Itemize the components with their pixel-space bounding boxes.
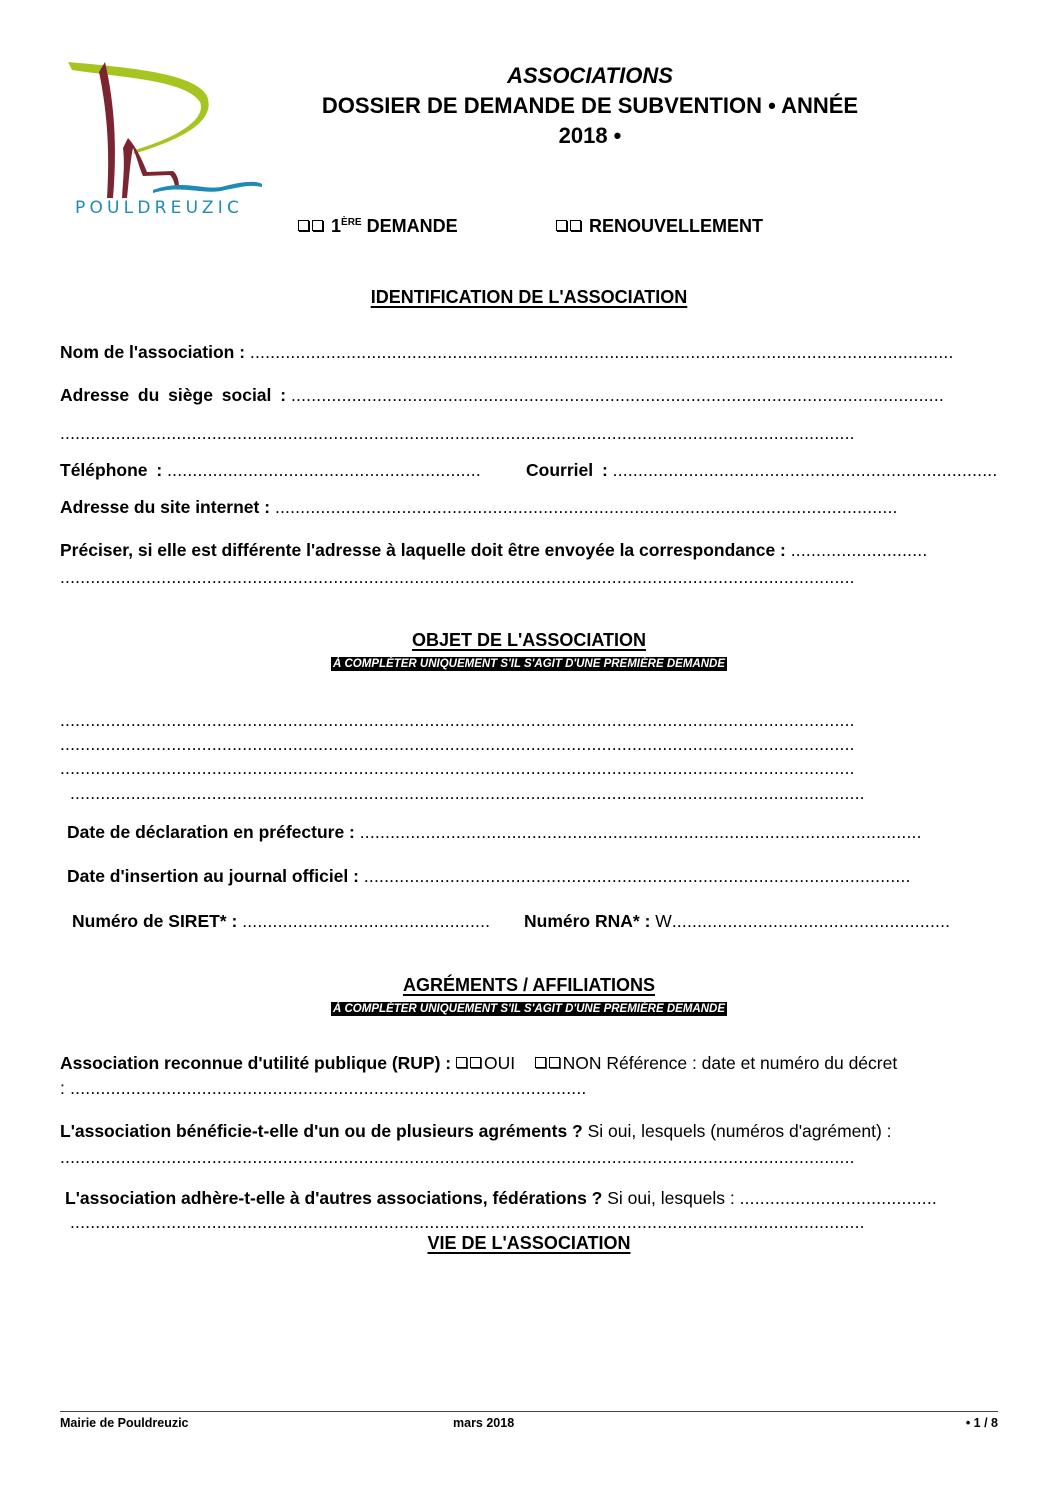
- website-field[interactable]: [60, 497, 988, 518]
- rna-input[interactable]: .......................................................: [671, 911, 951, 931]
- rup-reference-input[interactable]: : ......................................................................................................: [60, 1078, 587, 1098]
- association-name-field[interactable]: [60, 342, 985, 363]
- journal-date-input[interactable]: ............................................................................................................: [363, 866, 911, 886]
- purpose-line-2[interactable]: .............................................................................................................................................................: [60, 734, 855, 754]
- title-associations: ASSOCIATIONS: [507, 63, 673, 88]
- first-request-prefix: 1: [331, 216, 342, 236]
- renewal-option[interactable]: [556, 216, 763, 237]
- footer-divider: [60, 1411, 998, 1412]
- prefecture-date-label: Date de déclaration en préfecture :: [67, 822, 355, 842]
- website-input[interactable]: ...........................................................................................................................: [274, 497, 898, 517]
- first-request-option[interactable]: [298, 216, 458, 237]
- association-name-input[interactable]: ...........................................................................................................................................: [249, 342, 954, 362]
- rup-yes-label: OUI: [484, 1053, 516, 1073]
- rup-label: Association reconnue d'utilité publique (RUP) :: [60, 1053, 452, 1073]
- phone-field[interactable]: [60, 460, 520, 481]
- renewal-label: RENOUVELLEMENT: [589, 216, 764, 236]
- purpose-banner: [0, 654, 1058, 672]
- footer-organization: Mairie de Pouldreuzic: [60, 1416, 189, 1430]
- phone-label: Téléphone :: [60, 460, 163, 480]
- website-label: Adresse du site internet :: [60, 497, 271, 517]
- siret-field[interactable]: [72, 911, 522, 932]
- rup-reference-label: Référence : date et numéro du décret: [606, 1053, 898, 1073]
- pouldreuzic-logo: [55, 50, 280, 230]
- logo-wave: [153, 182, 262, 193]
- correspondence-address-field[interactable]: [60, 540, 995, 561]
- head-office-address-line2[interactable]: .............................................................................................................................................................: [60, 423, 855, 443]
- checkbox-icon[interactable]: [570, 220, 581, 231]
- checkbox-icon[interactable]: [556, 220, 567, 231]
- rup-no-option[interactable]: [535, 1053, 602, 1073]
- approvals-heading-text: AGRÉMENTS / AFFILIATIONS: [403, 975, 655, 995]
- siret-label: Numéro de SIRET* :: [72, 911, 238, 931]
- email-field[interactable]: [526, 460, 998, 481]
- approvals-banner: [0, 999, 1058, 1017]
- rup-no-label: NON: [562, 1053, 602, 1073]
- head-office-address-input[interactable]: .................................................................................................................................: [290, 385, 944, 405]
- checkbox-icon[interactable]: [312, 220, 323, 231]
- logo-text: POULDREUZIC: [75, 198, 244, 218]
- email-input[interactable]: ............................................................................: [612, 460, 998, 480]
- title-dossier: DOSSIER DE DEMANDE DE SUBVENTION • ANNÉE: [321, 93, 859, 118]
- footer-date: mars 2018: [453, 1416, 515, 1430]
- title-year: 2018 •: [558, 123, 622, 148]
- journal-date-label: Date d'insertion au journal officiel :: [67, 866, 359, 886]
- life-heading-text: VIE DE L'ASSOCIATION: [427, 1233, 631, 1253]
- checkbox-icon[interactable]: [298, 220, 309, 231]
- purpose-line-4[interactable]: .............................................................................................................................................................: [70, 783, 865, 803]
- footer-page-number: • 1 / 8: [965, 1416, 998, 1430]
- rna-field[interactable]: [524, 911, 989, 932]
- email-label: Courriel :: [526, 460, 608, 480]
- checkbox-icon[interactable]: [456, 1057, 467, 1068]
- correspondence-address-input[interactable]: ...........................: [790, 540, 928, 560]
- approvals-input[interactable]: .............................................................................................................................................................: [60, 1147, 855, 1167]
- approvals-heading: [0, 975, 1058, 996]
- prefecture-date-field[interactable]: [67, 822, 992, 843]
- phone-input[interactable]: ..............................................................: [167, 460, 481, 480]
- identification-heading-text: IDENTIFICATION DE L'ASSOCIATION: [370, 287, 688, 307]
- affiliations-hint: Si oui, lesquels :: [607, 1188, 735, 1208]
- affiliations-field: [65, 1188, 993, 1209]
- approvals-label: L'association bénéficie-t-elle d'un ou de plusieurs agréments ?: [60, 1121, 583, 1141]
- correspondence-address-line2[interactable]: .............................................................................................................................................................: [60, 567, 855, 587]
- purpose-banner-text: À COMPLÉTER UNIQUEMENT S'IL S'AGIT D'UNE PREMIÈRE DEMANDE: [333, 658, 725, 670]
- checkbox-icon[interactable]: [549, 1057, 560, 1068]
- logo-maroon-stroke: [99, 62, 115, 198]
- first-request-superscript: ÈRE: [341, 217, 362, 228]
- purpose-heading: [0, 630, 1058, 651]
- rna-prefix: W: [655, 911, 672, 931]
- head-office-address-field[interactable]: [60, 385, 1000, 406]
- purpose-line-3[interactable]: .............................................................................................................................................................: [60, 758, 855, 778]
- first-request-label: DEMANDE: [361, 216, 458, 236]
- journal-date-field[interactable]: [67, 866, 992, 887]
- identification-heading: [0, 287, 1058, 308]
- rup-field: [60, 1053, 1005, 1074]
- purpose-heading-text: OBJET DE L'ASSOCIATION: [412, 630, 646, 650]
- prefecture-date-input[interactable]: ...............................................................................................................: [359, 822, 922, 842]
- life-heading: [0, 1233, 1058, 1254]
- affiliations-label: L'association adhère-t-elle à d'autres associations, fédérations ?: [65, 1188, 603, 1208]
- association-name-label: Nom de l'association :: [60, 342, 246, 362]
- rup-yes-option[interactable]: [456, 1053, 515, 1073]
- head-office-address-label: Adresse du siège social :: [60, 385, 287, 405]
- approvals-banner-text: À COMPLÉTER UNIQUEMENT S'IL S'AGIT D'UNE PREMIÈRE DEMANDE: [333, 1003, 725, 1015]
- correspondence-address-label: Préciser, si elle est différente l'adresse à laquelle doit être envoyée la correspondance :: [60, 540, 786, 560]
- approvals-hint: Si oui, lesquels (numéros d'agrément) :: [587, 1121, 892, 1141]
- checkbox-icon[interactable]: [470, 1057, 481, 1068]
- logo-green-swoosh: [68, 62, 209, 154]
- approvals-field: [60, 1121, 1005, 1142]
- checkbox-icon[interactable]: [535, 1057, 546, 1068]
- siret-input[interactable]: .................................................: [242, 911, 491, 931]
- affiliations-input[interactable]: .......................................: [739, 1188, 937, 1208]
- purpose-line-1[interactable]: .............................................................................................................................................................: [60, 710, 855, 730]
- logo-graphic: [55, 50, 280, 200]
- rna-label: Numéro RNA* :: [524, 911, 651, 931]
- affiliations-line2[interactable]: .............................................................................................................................................................: [70, 1212, 865, 1232]
